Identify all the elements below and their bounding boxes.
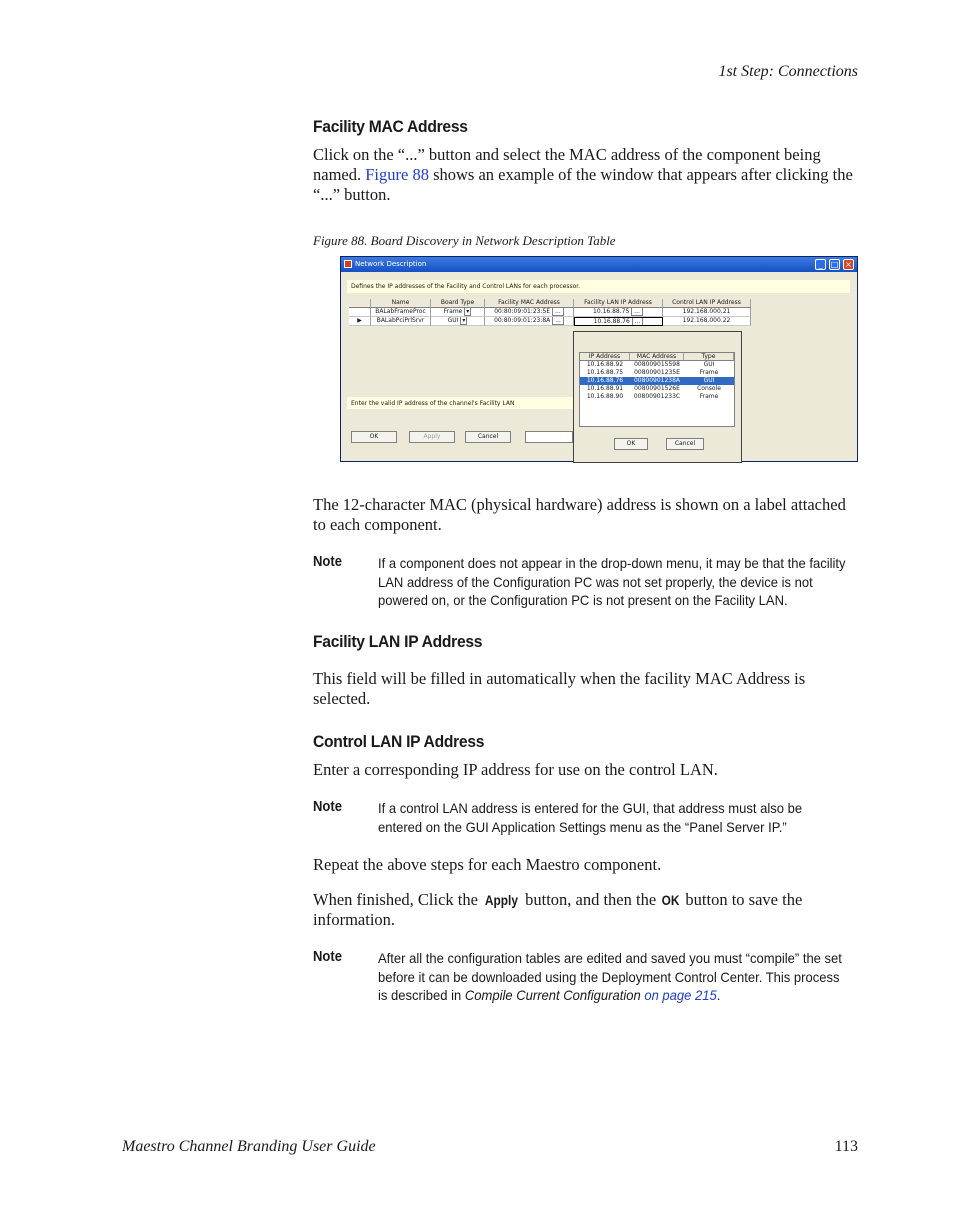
col-control-ip[interactable]: Control LAN IP Address [663,299,751,308]
page-number: 113 [834,1138,858,1155]
item-ip: 10.16.88.92 [586,361,624,368]
note-text: If a control LAN address is entered for the GUI, that address must also be entered on the GUI Application Settings menu as the “Panel Server IP.” [378,800,803,835]
popup-ok-button[interactable]: OK [614,438,648,450]
minimize-icon[interactable]: _ [815,259,826,270]
page-link[interactable]: on page 215 [644,987,717,1003]
cell-name[interactable]: BALabFrameProc [371,308,431,317]
item-mac: 00800901233C [633,393,681,400]
col-facility-ip[interactable]: Facility LAN IP Address [574,299,663,308]
window-title: Network Description [355,260,427,268]
col-type[interactable]: Type [684,353,734,361]
window-titlebar [341,257,857,272]
para-text: button to save the information. [313,890,803,929]
type-value: GUI [447,317,459,324]
heading-facility-lan: Facility LAN IP Address [313,632,483,651]
item-ip: 10.16.88.90 [586,393,624,400]
facility-ip-value: 10.16.88.76 [593,318,630,325]
ok-button[interactable]: OK [351,431,397,443]
network-grid [349,299,751,326]
item-mac: 00800901526E [634,385,680,392]
list-header [580,353,734,361]
browse-button[interactable]: ... [632,317,644,326]
paragraph-facility-mac [313,145,858,205]
board-list[interactable] [579,352,735,427]
list-item[interactable] [580,361,734,369]
cell-type[interactable] [431,317,485,326]
mac-value: 00:80:09:01:23:8A [494,317,551,324]
figure-caption: Figure 88. Board Discovery in Network Description Table [313,233,616,248]
list-item[interactable] [580,393,734,401]
list-item-selected[interactable] [580,377,734,385]
chevron-down-icon[interactable]: ▾ [462,317,466,324]
row-marker: ▶ [349,317,371,326]
cell-mac[interactable] [485,317,574,326]
popup-cancel-button[interactable]: Cancel [666,438,704,450]
heading-facility-mac: Facility MAC Address [313,117,468,136]
note-text: If a component does not appear in the drop-down menu, it may be that the facility LAN address of the Configuration PC was not set properly, the device is not powered on, or the Configuration PC is not present on the Facility LAN. [378,555,846,608]
item-ip: 10.16.88.76 [580,377,630,385]
table-row[interactable] [349,308,751,317]
paragraph-control-lan: Enter a corresponding IP address for use on the control LAN. [313,760,718,779]
browse-button[interactable]: ... [631,308,643,316]
hint-bar [347,397,575,409]
ok-keyword: OK [661,892,680,908]
cell-control-ip[interactable]: 192.168.000.21 [663,308,751,317]
col-facility-mac[interactable]: Facility MAC Address [485,299,574,308]
chevron-down-icon[interactable]: ▾ [466,308,470,315]
note-label: Note [313,949,343,965]
type-value: Frame [443,308,463,315]
cell-facility-ip[interactable] [574,317,663,326]
col-mac-address[interactable]: MAC Address [630,353,684,361]
cell-mac[interactable] [485,308,574,317]
row-marker [349,308,371,317]
para-text: shows an example of the window that appears after clicking the “...” button. [313,165,853,204]
apply-button[interactable]: Apply [409,431,455,443]
facility-ip-value: 10.16.88.75 [593,308,630,315]
board-discovery-popup [573,331,742,463]
mac-value: 00:80:09:01:23:5E [494,308,551,315]
row-selector-header [349,299,371,308]
item-type: Frame [699,393,719,400]
cell-type[interactable] [431,308,485,317]
col-board-type[interactable]: Board Type [431,299,485,308]
heading-control-lan: Control LAN IP Address [313,732,485,751]
cell-name[interactable]: BALabPciPrlSrvr [371,317,431,326]
description-text: Defines the IP addresses of the Facility and Control LANs for each processor. [351,283,581,290]
paragraph-mac-label: The 12-character MAC (physical hardware) address is shown on a label attached to each component. [313,495,846,534]
note-label: Note [313,554,343,570]
grid-header [349,299,751,308]
note-label: Note [313,799,343,815]
app-icon [344,260,352,268]
para-text: When finished, Click the [313,890,483,909]
item-type: GUI [703,361,715,368]
paragraph-finish [313,890,858,930]
list-item[interactable] [580,385,734,393]
cell-facility-ip[interactable] [574,308,663,317]
list-item[interactable] [580,369,734,377]
note-text [378,949,848,1005]
item-mac: 00800901235E [634,369,680,376]
cancel-button[interactable]: Cancel [465,431,511,443]
item-type: Console [697,385,721,392]
para-text: button, and then the [520,890,661,909]
col-name[interactable]: Name [371,299,431,308]
paragraph-repeat: Repeat the above steps for each Maestro component. [313,855,662,874]
hint-text: Enter the valid IP address of the channel's Facility LAN [351,400,515,407]
item-ip: 10.16.88.91 [586,385,624,392]
item-type: Frame [699,369,719,376]
browse-button[interactable]: ... [552,317,564,325]
close-icon[interactable]: × [843,259,854,270]
paragraph-facility-lan: This field will be filled in automatically when the facility MAC Address is selected. [313,669,806,708]
apply-keyword: Apply [485,892,519,908]
footer-guide-title: Maestro Channel Branding User Guide [122,1138,376,1155]
browse-button[interactable]: ... [552,308,564,316]
col-ip-address[interactable]: IP Address [580,353,630,361]
status-field [525,431,573,443]
running-header: 1st Step: Connections [718,63,858,80]
table-row[interactable] [349,317,751,326]
item-mac: 00800901238A [630,377,684,385]
note-text-part: After all the configuration tables are edited and saved you must “compile” the set before it can be downloaded using the Deployment Control Center. This process is described in [378,950,842,1003]
cell-control-ip[interactable]: 192.168.000.22 [663,317,751,326]
item-type: GUI [684,377,734,385]
para-text: Click on the “...” button and select the MAC address of the component being named. [313,145,821,184]
window-description [347,280,850,293]
item-mac: 008009015598 [634,361,680,368]
figure-88-link[interactable]: Figure 88 [365,165,429,184]
item-ip: 10.16.88.75 [586,369,624,376]
maximize-icon[interactable]: □ [830,260,839,269]
note-text-part: . [716,987,721,1003]
section-reference: Compile Current Configuration [464,987,641,1003]
